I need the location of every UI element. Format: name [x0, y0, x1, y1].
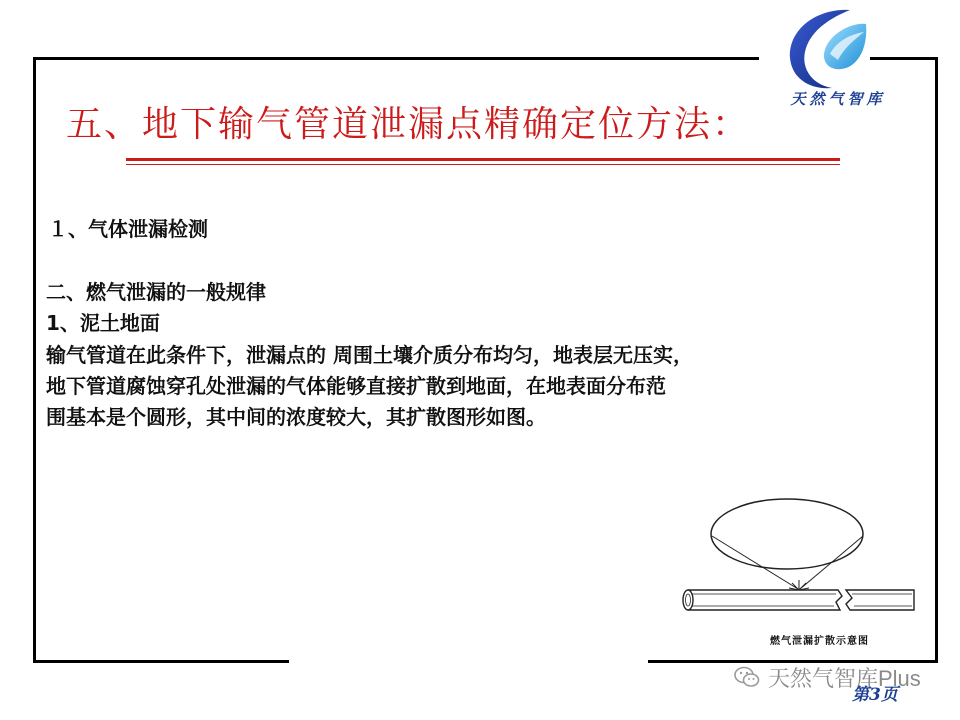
- paragraph-line: 地下管道腐蚀穿孔处泄漏的气体能够直接扩散到地面，在地表面分布范: [46, 374, 666, 398]
- page-title: 五、地下输气管道泄漏点精确定位方法：: [66, 104, 751, 145]
- diffusion-cone-left: [712, 536, 798, 589]
- title-underline: [126, 158, 840, 161]
- title-underline-thin: [126, 164, 840, 165]
- slide-frame-left: [33, 57, 36, 663]
- figure-caption: 燃气泄漏扩散示意图: [770, 636, 869, 647]
- slide-frame-right: [935, 57, 938, 663]
- section-heading-gas-leak-detection: １、气体泄漏检测: [48, 217, 208, 241]
- section-heading-leak-rules: 二、燃气泄漏的一般规律: [46, 280, 266, 304]
- paragraph-line: 围基本是个圆形，其中间的浓度较大，其扩散图形如图。: [46, 405, 546, 429]
- wechat-icon: [734, 666, 760, 688]
- subsection-heading-soil-ground: 1、泥土地面: [46, 311, 160, 335]
- diffusion-area-ellipse: [711, 499, 863, 569]
- diffusion-cone-right: [800, 536, 863, 589]
- watermark-text: 天然气智库Plus: [768, 665, 921, 691]
- page-number: 第3页: [852, 685, 898, 705]
- slide-frame-bottom-left: [33, 660, 289, 663]
- paragraph-line: 输气管道在此条件下，泄漏点的 周围土壤介质分布均匀，地表层无压实，: [46, 343, 693, 367]
- slide-frame-top-left: [33, 57, 759, 60]
- brand-name: 天然气智库: [790, 90, 886, 108]
- body-paragraph: [46, 340, 693, 433]
- pipe-icon: [688, 590, 914, 610]
